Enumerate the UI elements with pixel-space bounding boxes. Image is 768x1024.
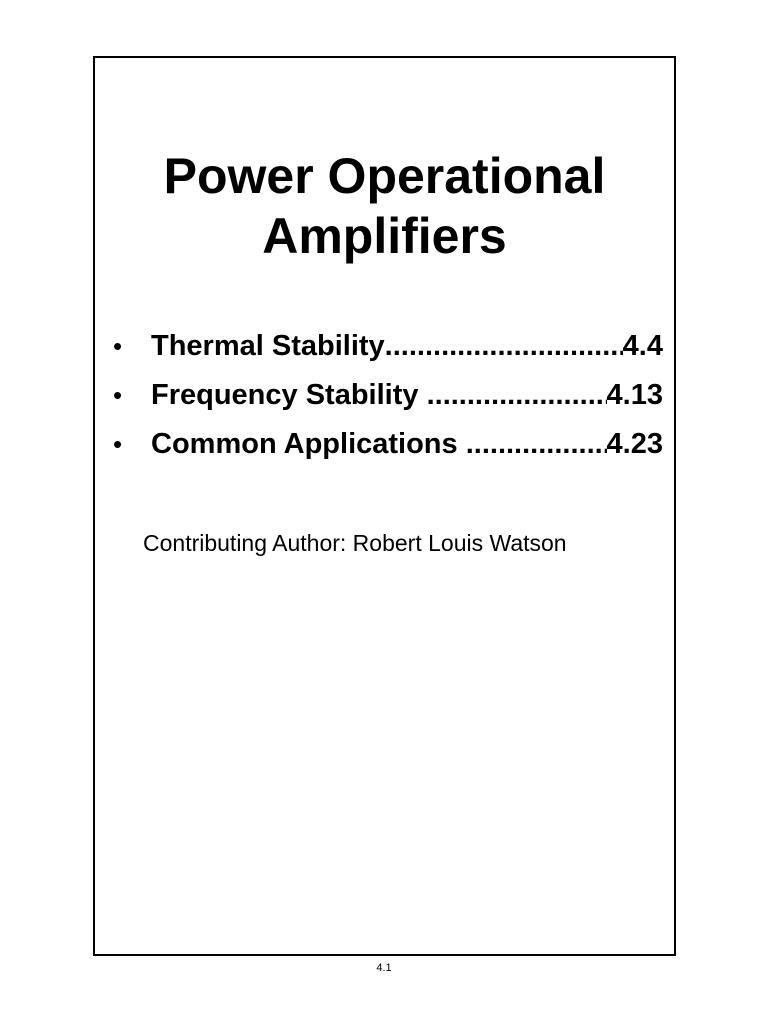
bullet-icon: • [113,331,123,361]
toc-label: Thermal Stability [151,330,385,362]
bullet-icon: • [113,429,123,459]
dot-leader [427,371,607,420]
toc-page-number: 4.13 [606,379,663,411]
dot-leader [385,322,623,371]
title-line-1: Power Operational [163,148,606,204]
toc-label: Common Applications [151,428,466,460]
title-line-2: Amplifiers [262,208,507,264]
footer-page-number: 4.1 [376,962,392,974]
toc-item-common-applications [113,420,663,469]
toc-item-thermal-stability [113,322,663,371]
dot-leader [466,420,607,469]
toc-label: Frequency Stability [151,379,427,411]
table-of-contents [113,322,663,469]
toc-page-number: 4.4 [622,330,663,362]
page-frame [93,56,676,956]
page-title [95,146,674,266]
toc-item-frequency-stability [113,371,663,420]
bullet-icon: • [113,380,123,410]
toc-page-number: 4.23 [606,428,663,460]
contributing-author: Contributing Author: Robert Louis Watson [143,530,567,556]
